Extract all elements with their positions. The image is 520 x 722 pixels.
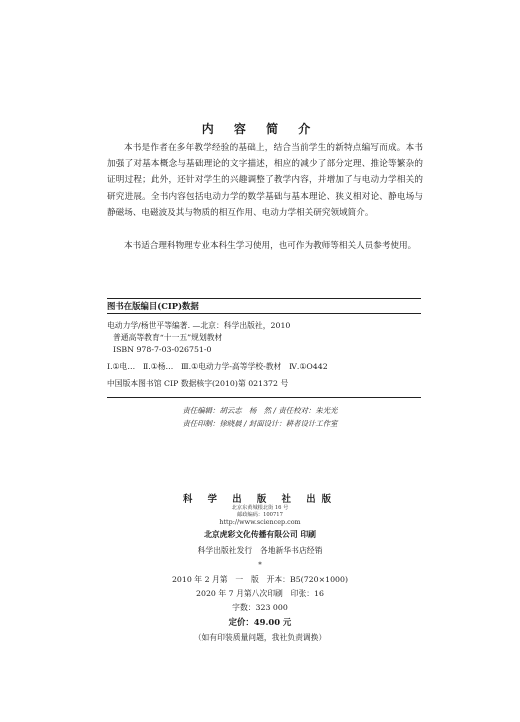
cip-divider: [107, 313, 421, 314]
price: 定价：49.00 元: [228, 617, 292, 627]
page-title: 内 容 简 介: [201, 122, 319, 136]
distributor-line: 科学出版社发行 各地新华书店经销: [197, 546, 323, 555]
cip-line-isbn: ISBN 978-7-03-026751-0: [113, 345, 212, 354]
printing-line: 2020 年 7 月第八次印刷 印张：16: [196, 589, 324, 598]
edition-line: 2010 年 2 月第 一 版 开本：B5(720×1000): [171, 575, 349, 584]
staff-line-editors: 责任编辑：胡云志 杨 然 / 责任校对：朱光光: [182, 406, 338, 415]
cip-heading: 图书在版编目(CIP)数据: [107, 301, 199, 311]
intro-paragraph-1: 本书是作者在多年教学经验的基础上，结合当前学生的新特点编写而成。本书加强了对基本概念与基础理论的文字描述，相应的减少了部分定理、推论等繁杂的证明过程；此外，还针对学生的兴趣调整了教学内容，并增加了与电动力学相关的研究进展。全书内容包括电动力学的数学基础与基本理论、狭义相对论、静电场与静磁场、电磁波及其与物质的相互作用、电动力学相关研究领域简介。: [107, 143, 423, 218]
separator-star: *: [258, 561, 262, 569]
staff-line-production: 责任印制：徐晓晨 / 封面设计：耕者设计工作室: [182, 419, 338, 428]
publisher-name: 科 学 出 版 社 出版: [183, 494, 337, 505]
cip-line-classification: Ⅰ.①电… Ⅱ.①杨… Ⅲ.①电动力学-高等学校-教材 Ⅳ.①O442: [107, 362, 328, 371]
cip-line-record-number: 中国版本图书馆 CIP 数据核字(2010)第 021372 号: [107, 379, 289, 388]
cip-line-series: 普通高等教育“十一五”规划教材: [113, 333, 223, 342]
printer-line: 北京虎彩文化传播有限公司 印刷: [204, 530, 316, 539]
publisher-postcode: 邮政编码：100717: [237, 512, 283, 518]
quality-notice: （如有印装质量问题，我社负责调换）: [193, 633, 327, 642]
publisher-address: 北京东黄城根北街 16 号: [231, 505, 289, 511]
word-count: 字数：323 000: [232, 603, 288, 612]
intro-paragraph-2: 本书适合理科物理专业本科生学习使用，也可作为教师等相关人员参考使用。: [124, 241, 417, 251]
cip-line-title: 电动力学/杨世平等编著. —北京：科学出版社，2010: [107, 321, 291, 330]
publisher-website: http://www.sciencep.com: [219, 518, 301, 526]
